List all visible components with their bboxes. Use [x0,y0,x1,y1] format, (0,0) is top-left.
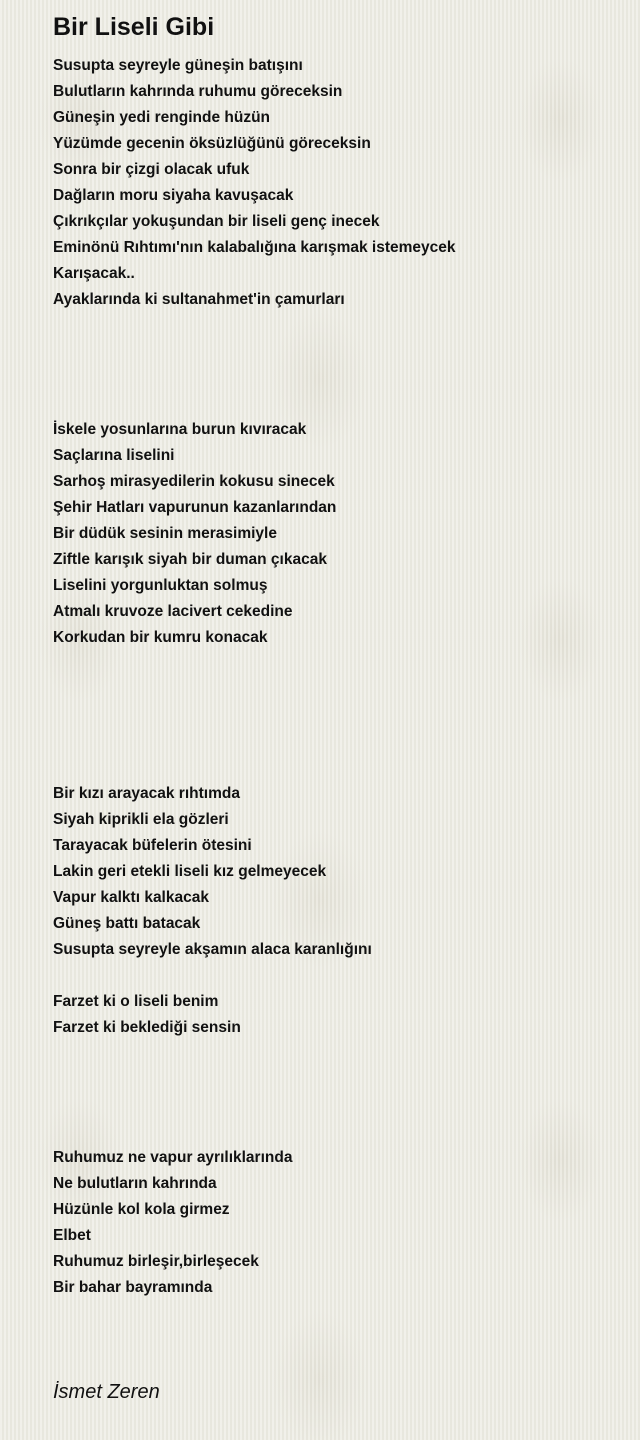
stanza-gap [53,703,613,729]
stanza-gap [53,339,613,365]
poem-line: Ne bulutların kahrında [53,1175,217,1192]
poem-line: Korkudan bir kumru konacak [53,629,268,646]
poem-line: Çıkrıkçılar yokuşundan bir liseli genç inecek [53,213,380,230]
poem-line: Bir düdük sesinin merasimiyle [53,525,277,542]
poem-line: Ziftle karışık siyah bir duman çıkacak [53,551,327,568]
poem-line: Ruhumuz ne vapur ayrılıklarında [53,1149,293,1166]
stanza-gap [53,313,613,339]
stanza-gap [53,677,613,703]
poem-line: Farzet ki beklediği sensin [53,1019,241,1036]
poem-line: Sonra bir çizgi olacak ufuk [53,161,250,178]
poem-line: Ayaklarında ki sultanahmet'in çamurları [53,291,345,308]
poem-line: Sarhoş mirasyedilerin kokusu sinecek [53,473,335,490]
poem-line: Eminönü Rıhtımı'nın kalabalığına karışmak istemeycek [53,239,456,256]
poem-line: Lakin geri etekli liseli kız gelmeyecek [53,863,327,880]
poem-line: Ruhumuz birleşir,birleşecek [53,1253,259,1270]
poem-line: Saçlarına liselini [53,447,175,464]
poem-line: Elbet [53,1227,91,1244]
stanza-gap [53,651,613,677]
poem-author: İsmet Zeren [53,1381,160,1403]
stanza-gap [53,1093,613,1119]
poem-line: Farzet ki o liseli benim [53,993,219,1010]
poem-line: Hüzünle kol kola girmez [53,1201,230,1218]
poem-line: Siyah kiprikli ela gözleri [53,811,229,828]
poem-line: Vapur kalktı kalkacak [53,889,209,906]
poem-line: Bir bahar bayramında [53,1279,213,1296]
poem-title: Bir Liseli Gibi [53,13,215,41]
poem-body [53,53,613,1301]
poem-line: Şehir Hatları vapurunun kazanlarından [53,499,337,516]
stanza-gap [53,963,613,989]
stanza-gap [53,1067,613,1093]
stanza-gap [53,1041,613,1067]
poem-line: Güneşin yedi renginde hüzün [53,109,271,126]
stanza-gap [53,1119,613,1145]
stanza-gap [53,755,613,781]
poem-line: Susupta seyreyle güneşin batışını [53,57,303,74]
poem-line: Tarayacak büfelerin ötesini [53,837,252,854]
poem-line: Yüzümde gecenin öksüzlüğünü göreceksin [53,135,371,152]
poem-line: Karışacak.. [53,265,135,282]
stanza-gap [53,391,613,417]
poem-line: İskele yosunlarına burun kıvıracak [53,421,307,438]
poem-line: Liselini yorgunluktan solmuş [53,577,268,594]
poem-line: Güneş battı batacak [53,915,201,932]
stanza-gap [53,729,613,755]
poem-line: Atmalı kruvoze lacivert cekedine [53,603,293,620]
poem-line: Dağların moru siyaha kavuşacak [53,187,294,204]
poem-line: Bir kızı arayacak rıhtımda [53,785,240,802]
poem-line: Bulutların kahrında ruhumu göreceksin [53,83,343,100]
poem-line: Susupta seyreyle akşamın alaca karanlığını [53,941,372,958]
stanza-gap [53,365,613,391]
